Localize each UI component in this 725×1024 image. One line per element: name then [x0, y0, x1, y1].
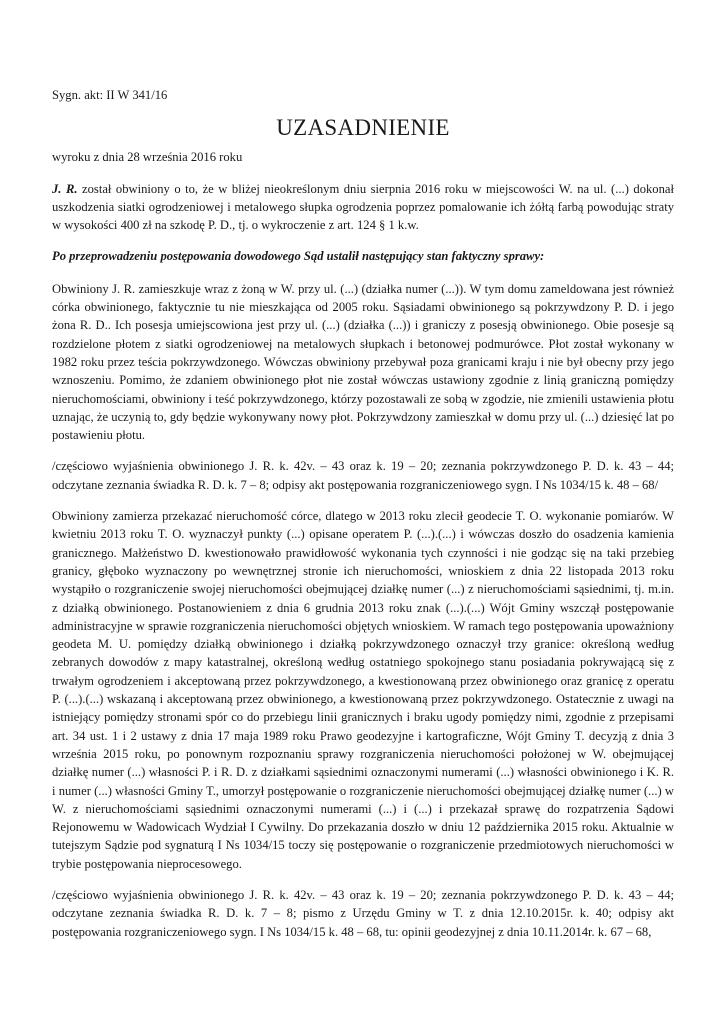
- paragraph-evidence-1: /częściowo wyjaśnienia obwinionego J. R. k. 42v. – 43 oraz k. 19 – 20; zeznania pokrzywdzonego P. D. k. 43 – 44; odczytane zeznania świadka R. D. k. 7 – 8; odpisy akt postępowania rozgraniczeniowego sygn. I Ns 1034/15 k. 48 – 68/: [52, 459, 674, 492]
- section-heading: Po przeprowadzeniu postępowania dowodowego Sąd ustalił następujący stan faktyczny sprawy:: [52, 249, 545, 264]
- paragraph-facts: Obwiniony J. R. zamieszkuje wraz z żoną w W. przy ul. (...) (działka numer (...)). W tym domu zameldowana jest również córka obwinionego, faktycznie tu nie mieszkająca od 2005 roku. Sąsiadami obwinionego są pokrzywdzony P. D. i jego żona R. D.. Ich posesja umiejscowiona jest przy ul. (...) (działka (...)) i graniczy z posesją obwinionego. Obie posesje są rozdzielone płotem z siatki ogrodzeniowej na metalowych słupkach i betonowej podmurówce. Płot został wykonany w 1982 roku przez teścia pokrzywdzonego. Wówczas obwiniony przebywał poza granicami kraju i nie był obecny przy jego wznoszeniu. Pomimo, że zdaniem obwinionego płot nie został wówczas ustawiony zgodnie z linią graniczną pomiędzy nieruchomościami, obwiniony i teść pokrzywdzonego, którzy pozostawali ze sobą w zgodzie, nie zmienili ustawienia płotu uznając, że uczynią to, gdy będzie wykonywany nowy płot. Pokrzywdzony zamieszkał w domu przy ul. (...) dziesięć lat po postawieniu płotu.: [52, 281, 674, 443]
- defendant-name: J. R.: [52, 181, 78, 196]
- intro-paragraph: [52, 180, 674, 235]
- paragraph-evidence-2: /częściowo wyjaśnienia obwinionego J. R. k. 42v. – 43 oraz k. 19 – 20; zeznania pokrzywdzonego P. D. k. 43 – 44; odczytane zeznania świadka R. D. k. 7 – 8; pismo z Urzędu Gminy w T. z dnia 12.10.2015r. k. 40; odpisy akt postępowania rozgraniczeniowego sygn. I Ns 1034/15 k. 48 – 68, tu: opinii geodezyjnej z dnia 10.11.2014r. k. 67 – 68,: [52, 887, 674, 939]
- document-title: UZASADNIENIE: [276, 115, 450, 141]
- intro-text: został obwiniony o to, że w bliżej nieokreślonym dniu sierpnia 2016 roku w miejscowości W. na ul. (...) dokonał uszkodzenia siatki ogrodzeniowej i metalowego słupka ogrodzenia poprzez pomalowanie ich żółtą farbą powodując straty w wysokości 400 zł na szkodę P. D., tj. o wykroczenie z art. 124 § 1 k.w.: [52, 181, 674, 233]
- paragraph-boundary: Obwiniony zamierza przekazać nieruchomość córce, dlatego w 2013 roku zlecił geodecie T. O. wykonanie pomiarów. W kwietniu 2013 roku T. O. wyznaczył punkty (...) opisane operatem P. (...).(...) i wówczas doszło do osadzenia kamienia granicznego. Małżeństwo D. kwestionowało prawidłowość wykonania tych czynności i nie godząc się na taki przebieg granicy, głęboko wyznaczony po wewnętrznej stronie ich nieruchomości, wnioskiem z dnia 22 listopada 2013 roku wystąpiło o rozgraniczenie swojej nieruchomości obejmującej działkę numer (...) z nieruchomościami sąsiednimi, tj. m.in. z działką obwinionego. Postanowieniem z dnia 6 grudnia 2013 roku znak (...).(...) Wójt Gminy wszczął postępowanie administracyjne w sprawie rozgraniczenia nieruchomości objętych wnioskiem. W ramach tego postępowania upoważniony geodeta M. U. pomiędzy działką obwinionego i działką pokrzywdzonego oznaczył trzy granice: określoną według zebranych dowodów z mapy katastralnej, określoną według ostatniego spokojnego stanu posiadania pokrywającą się z trwałym ogrodzeniem i akceptowaną przez pokrzywdzonego, a kwestionowaną przez obwinionego oraz granicę z operatu P. (...).(...) wskazaną i akceptowaną przez obwinionego, a kwestionowaną przez pokrzywdzonego. Ostatecznie z uwagi na istniejący pomiędzy stronami spór co do przebiegu linii granicznych i braku ugody pomiędzy nimi, zgodnie z przepisami art. 34 ust. 1 i 2 ustawy z dnia 17 maja 1989 roku Prawo geodezyjne i kartograficzne, Wójt Gminy T. decyzją z dnia 3 września 2015 roku, po ponownym rozpoznaniu sprawy rozgraniczenia nieruchomości położonej w W. obejmującej działkę numer (...) własności P. i R. D. z działkami sąsiednimi oznaczonymi numerami (...) własności obwinionego i K. R. i numer (...) własności Gminy T., umorzył postępowanie o rozgraniczenie nieruchomości obejmującej działkę numer (...) w W. z nieruchomościami sąsiednimi oznaczonymi numerami (...) i (...) i przekazał sprawę do rozpatrzenia Sądowi Rejonowemu w Wadowicach Wydział I Cywilny. Do przekazania doszło w dniu 12 października 2015 roku. Aktualnie w tutejszym Sądzie pod sygnaturą I Ns 1034/15 toczy się postępowanie o rozgraniczenie przedmiotowych nieruchomości w trybie postępowania nieprocesowego.: [52, 509, 674, 871]
- document-page: [52, 86, 674, 954]
- document-subtitle: wyroku z dnia 28 września 2016 roku: [52, 150, 243, 165]
- case-signature: Sygn. akt: II W 341/16: [52, 88, 168, 102]
